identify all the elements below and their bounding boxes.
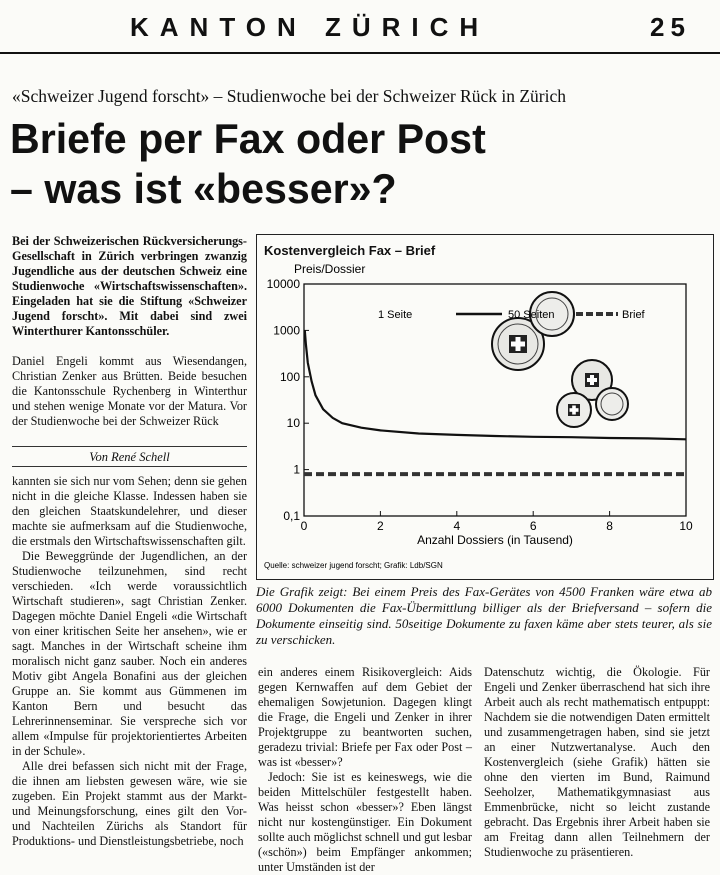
x-tick-label: 10	[679, 519, 693, 533]
byline-rule	[12, 466, 247, 467]
x-axis-label: Anzahl Dossiers (in Tausend)	[417, 533, 573, 547]
x-tick-label: 2	[377, 519, 384, 533]
chart-title: Kostenvergleich Fax – Brief	[264, 243, 436, 258]
x-tick-label: 4	[453, 519, 461, 533]
article-kicker: «Schweizer Jugend forscht» – Studienwoche bei der Schweizer Rück in Zürich	[12, 86, 567, 106]
y-tick-label: 1000	[273, 323, 300, 338]
text-column-1	[12, 474, 247, 849]
legend-label-1-seite: 1 Seite	[378, 309, 413, 321]
headline-line-1: Briefe per Fax oder Post	[10, 115, 486, 162]
coin-icon	[596, 388, 628, 420]
legend-label-brief: Brief	[622, 309, 645, 321]
cost-comparison-chart	[256, 234, 712, 578]
paragraph: Die Beweggründe der Jugendlichen, an der Studienwoche teilzunehmen, sind recht verschieden. «Ich werde voraussichtlich Wirtschaft studieren», sagt Christian Zenker. Dagegen möchte Daniel Engeli «die Wirtschaft von einer kritischen Seite her ansehen», wie er sagt. Manches in der Wirtschaft scheine ihm moralisch nicht ganz sauber. Noch ein anderes Motiv gibt Angela Bonafini aus der gleichen Gruppe an. Sie kommt aus Gümmenen im Kanton Bern und besucht das Lehrerinnenseminar. Sie verspreche sich vor allem «Impulse für projektorientiertes Arbeiten in der Schule».	[12, 549, 247, 758]
y-tick-label: 10	[286, 416, 300, 431]
intro-paragraph: Daniel Engeli kommt aus Wiesendangen, Christian Zenker aus Brütten. Beide besuchen die Kantonsschule Rychenberg in Winterthur und stehen wenige Monate vor der Matura. Vor der Studienwoche bei der Schweizer Rück	[12, 354, 247, 428]
article-lead: Bei der Schweizerischen Rückversicherungs-Gesellschaft in Zürich verbringen zwanzig Jugendliche aus der deutschen Schweiz eine Studienwoche «Wirtschaftswissenschaften». Eingeladen hat sie die Stiftung «Schweizer Jugend forscht». Mit dabei sind zwei Winterthurer Kantonsschüler.	[12, 234, 247, 338]
chart-source: Quelle: schweizer jugend forscht; Grafik: Ldb/SGN	[264, 561, 443, 570]
paragraph: Alle drei befassen sich nicht mit der Frage, die ihnen am liebsten gewesen wäre, wie sie zugeben. Ein Projekt stammt aus der Markt- und Meinungsforschung, eines gilt den Vor- und Nachteilen Zürichs als Standort für Produktions- und Dienstleistungsbetriebe, noch	[12, 759, 247, 848]
y-tick-label: 0,1	[283, 509, 300, 523]
y-tick-label: 1	[293, 462, 300, 477]
paragraph: Jedoch: Sie ist es keineswegs, wie die beiden Mittelschüler festgestellt haben. Was heisst schon «besser»? Eben längst nicht nur kostengünstiger. Ein Dokument sollte auch möglichst schnell und gut lesbar («schön») beim Empfänger ankommen; unter Umständen ist der	[258, 770, 472, 874]
headline-line-2: – was ist «besser»?	[10, 165, 397, 212]
paragraph: kannten sie sich nur vom Sehen; denn sie gehen nicht in die gleiche Klasse. Indessen haben sie den gleichen Staatskundelehrer, und dieser machte sie aufmerksam auf die Studienwoche, die erstmals den Wirtschaftswissenschaften gilt.	[12, 474, 247, 548]
x-tick-label: 8	[606, 519, 613, 533]
text-column-2	[258, 665, 472, 875]
legend-label-50-seiten: 50 Seiten	[508, 309, 555, 321]
x-tick-label: 6	[529, 519, 537, 533]
section-title: KANTON ZÜRICH	[130, 12, 490, 42]
byline: Von René Schell	[12, 446, 247, 465]
x-tick-label: 0	[300, 519, 308, 533]
paragraph: Datenschutz wichtig, die Ökologie. Für Engeli und Zenker überraschend hat sich ihre Arbeit auch als recht mathematisch entpuppt: Nachdem sie die notwendigen Daten ermittelt und zusammengetragen haben, sind sie jetzt an einer Nutzwertanalyse. Auch den Kostenvergleich (siehe Grafik) hätten sie ohne den vierten im Bund, Raimund Seeholzer, Mathematikgymnasiast aus Emmenbrücke, nicht so leicht zustande gebracht. Das Ergebnis ihrer Arbeit haben sie am Freitag dann allen Teilnehmern der Studienwoche zu präsentieren.	[484, 665, 710, 859]
y-tick-label: 10000	[266, 277, 300, 291]
page-number: 25	[650, 12, 691, 42]
y-axis-label: Preis/Dossier	[294, 262, 366, 276]
paragraph: ein anderes einem Risikovergleich: Aids gegen Kernwaffen auf dem Gebiet der ehemaligen Sowjetunion. Dagegen klingt die Frage, die Engeli und Zenker in ihrer Projektgruppe zu beantworten suchen, geradezu trivial: Briefe per Fax oder Post – was ist «besser»?	[258, 665, 472, 769]
text-column-3	[484, 665, 710, 860]
chart-caption: Die Grafik zeigt: Bei einem Preis des Fax-Gerätes von 4500 Franken wäre etwa ab 6000 Dokumenten die Fax-Übermittlung billiger als der Briefversand – sofern die Dokumente einseitig sind. 50seitige Dokumente zu faxen käme aber stets teurer, als sie zu verschicken.	[256, 584, 712, 647]
coin-icon	[557, 393, 591, 427]
y-tick-label: 100	[279, 369, 300, 384]
